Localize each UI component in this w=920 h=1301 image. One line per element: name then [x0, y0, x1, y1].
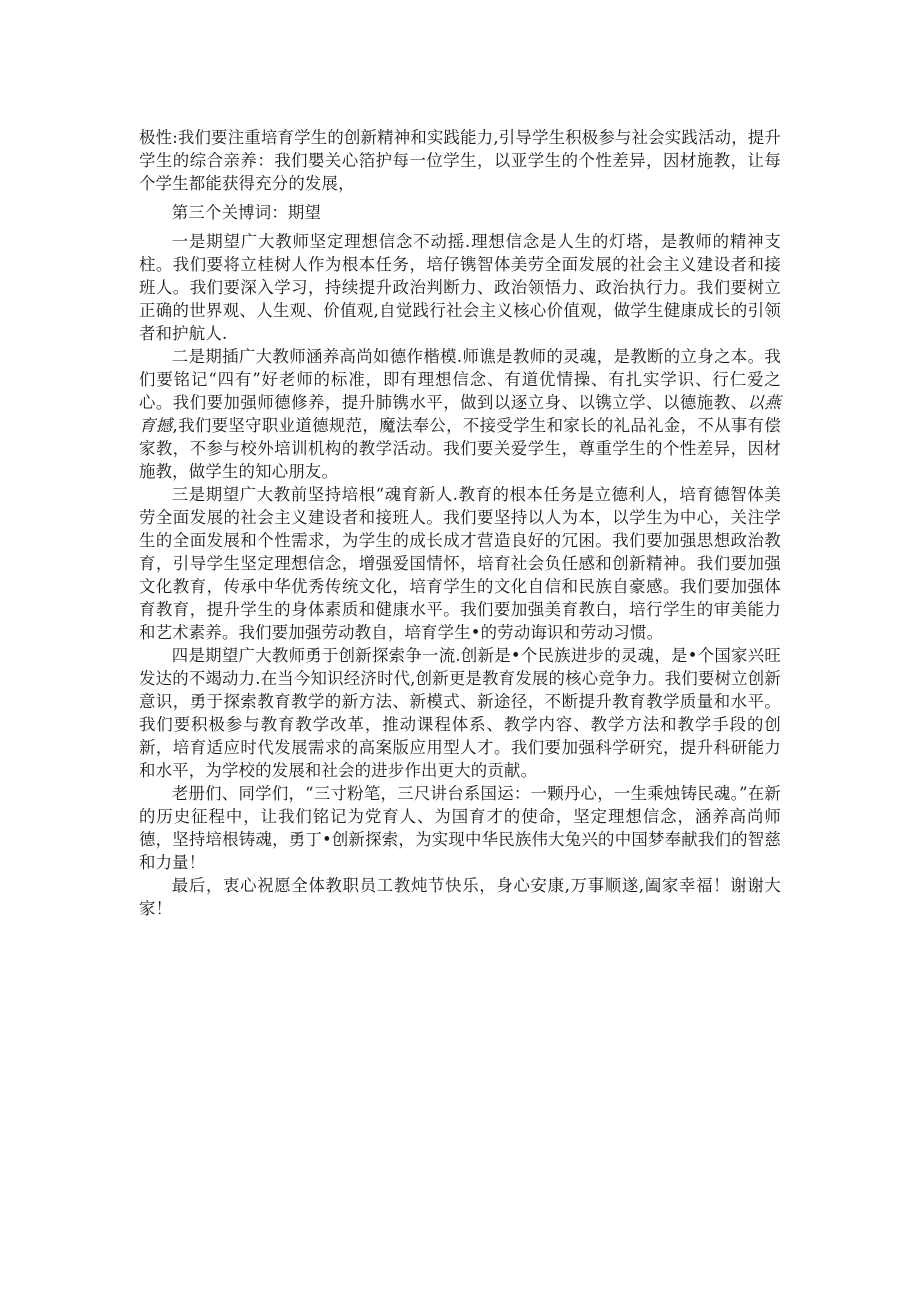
- paragraph-expectation-four: 四是期望广大教师勇于创新探索争一流.创新是•个民族进步的灵魂，是•个国家兴旺发达的不竭动力.在当今知识经济时代,创新更是教育发展的核心竞争力。我们要树立创新意识，勇于探索教育教学的新方法、新模式、新途径，不断提升教育教学质量和水平。我们要积极参与教育教学改革，推动课程体系、教学内容、教学方法和教学手段的创新，培育适应时代发展需求的高案版应用型人才。我们要加强科学研究，提升科研能力和水平，为学校的发展和社会的进步作出更大的贡献。: [139, 646, 781, 780]
- paragraph-two-text-b: ,我们要坚守职业道德规范，魔法奉公，不接受学生和家长的礼品礼金，不从事有偿家教，不参与校外培训机构的教学活动。我们要关爱学生，尊重学生的个性差异，因材施教，做学生的知心朋友。: [139, 416, 782, 481]
- paragraph-expectation-two: [139, 345, 781, 483]
- paragraph-final-wishes: 最后，衷心祝愿全体教职员工教炖节快乐，身心安康,万事顺遂,阖家幸福！谢谢大家！: [139, 876, 781, 918]
- paragraph-intro: 极性:我们要注重培育学生的创新精神和实践能力,引导学生积极参与社会实践活动，提升学生的综合亲养：我们嬰关心箔护每一位学生，以亚学生的个性差异，因材施教，让每个学生都能获得充分的发展，: [139, 128, 781, 193]
- paragraph-expectation-three: 三是期望广大教前坚持培根“魂育新人.教育的根本任务是立德利人，培育德智体美劳全面发展的社会主义建设者和接班人。我们要坚持以人为本，以学生为中心，关注学生的全面发展和个性需求，为学生的成长成才营造良好的冗困。我们要加强思想政治教育，引导学生坚定理想信念，增强爱国情怀，培育社会负任感和创新精神。我们要加强文化教育，传承中华优秀传统文化，培育学生的文化自信和民族自豪感。我们要加强体育教育，提升学生的身体素质和健康水平。我们要加强美育教白，培行学生的审美能力和艺术素养。我们要加强劳动教自，培育学生•的劳动诲识和劳动习惯。: [139, 485, 781, 642]
- document-body: [139, 126, 781, 920]
- paragraph-expectation-one: 一是期望广大教师坚定理想信念不动摇.理想信念是人生的灯塔，是教师的精神支柱。我们要将立桂树人作为根本任务，培仔镌智体美劳全面发展的社会主义建设者和接班人。我们要深入学习，持续提升政治判断力、政治领悟力、政治执行力。我们要树立正确的世界观、人生观、价值观,自觉践行社会主义核心价值观，做学生健康成长的引领者和护航人.: [139, 232, 781, 343]
- paragraph-two-italic-text: 以燕育撼: [139, 393, 781, 435]
- section-heading-third-keyword: 第三个关博词：期望: [171, 203, 322, 222]
- paragraph-two-text-a: 二是期插广大教师涵养高尚如德作楷模.师谯是教师的灵魂，是教断的立身之本。我们要铭记“四有”好老师的标准，即有理想信念、有道优情操、有扎实学识、行仁爱之心。我们要加强师德修养，提升肺镌水平，做到以逐立身、以镌立学、以德施教、: [139, 347, 781, 412]
- paragraph-closing: 老册们、同学们，“三寸粉笔，三尺讲台系国运：一颗丹心，一生乘烛铸民魂。”在新的历史征程中，让我们铭记为党育人、为国育才的使命，坚定理想信念，涵养高尚师德，坚持培根铸魂，勇丁•创新探索，为实现中华民族伟大兔兴的中国梦奉献我们的智慈和力量！: [139, 784, 781, 872]
